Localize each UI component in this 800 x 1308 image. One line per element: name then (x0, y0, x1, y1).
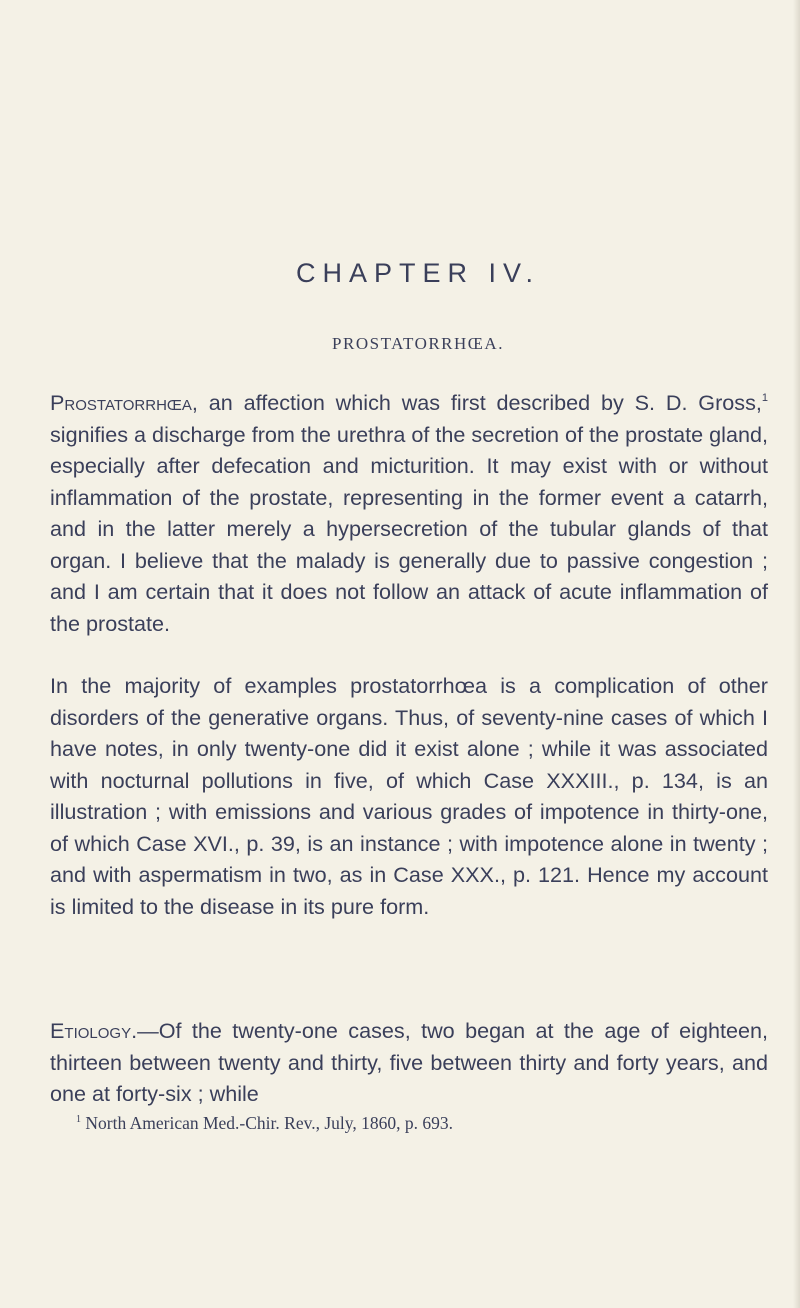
footnote-text: North American Med.-Chir. Rev., July, 1860, p. 693. (81, 1113, 453, 1133)
chapter-heading: CHAPTER IV. (295, 258, 541, 288)
paragraph-intro (50, 387, 768, 639)
section-title: PROSTATORRHŒA. (332, 334, 504, 353)
paragraph-text: In the majority of examples prostatorrhœa is a complication of other disorders of the generative organs. Thus, of seventy-nine cases of which I have notes, in only twenty-one did it exist alone ; while it was associated with nocturnal pollutions in five, of which Case XXXIII., p. 134, is an illustration ; with emissions and various grades of impotence in thirty-one, of which Case XVI., p. 39, is an instance ; with impotence alone in twenty ; and with aspermatism in two, as in Case XXX., p. 121. Hence my account is limited to the disease in its pure form. (50, 673, 768, 919)
footnote-reference: 1 (761, 392, 768, 404)
paragraph-text: signifies a discharge from the urethra of the secretion of the prostate gland, especially after defecation and micturition. It may exist with or without inflammation of the prostate, representing in the former event a catarrh, and in the latter merely a hypersecretion of the tubular glands of that organ. I believe that the malady is generally due to passive congestion ; and I am certain that it does not follow an attack of acute inflammation of the prostate. (50, 421, 768, 636)
paragraph-text: an affection which was first described by S. D. Gross, (197, 390, 762, 415)
page-edge-shadow (793, 0, 800, 1308)
paragraph-lead-term: Prostatorrhœa, (50, 390, 198, 415)
paragraph-lead-term: Etiology. (50, 1018, 138, 1043)
footnote-marker: 1 (76, 1114, 81, 1125)
paragraph-etiology (50, 1015, 768, 1110)
paragraph-complications (50, 670, 768, 922)
paragraph-text: —Of the twenty-one cases, two began at the age of eighteen, thirteen between twenty and thirty, five between thirty and forty years, and one at forty-six ; while (50, 1018, 768, 1106)
footnote (76, 1113, 766, 1134)
